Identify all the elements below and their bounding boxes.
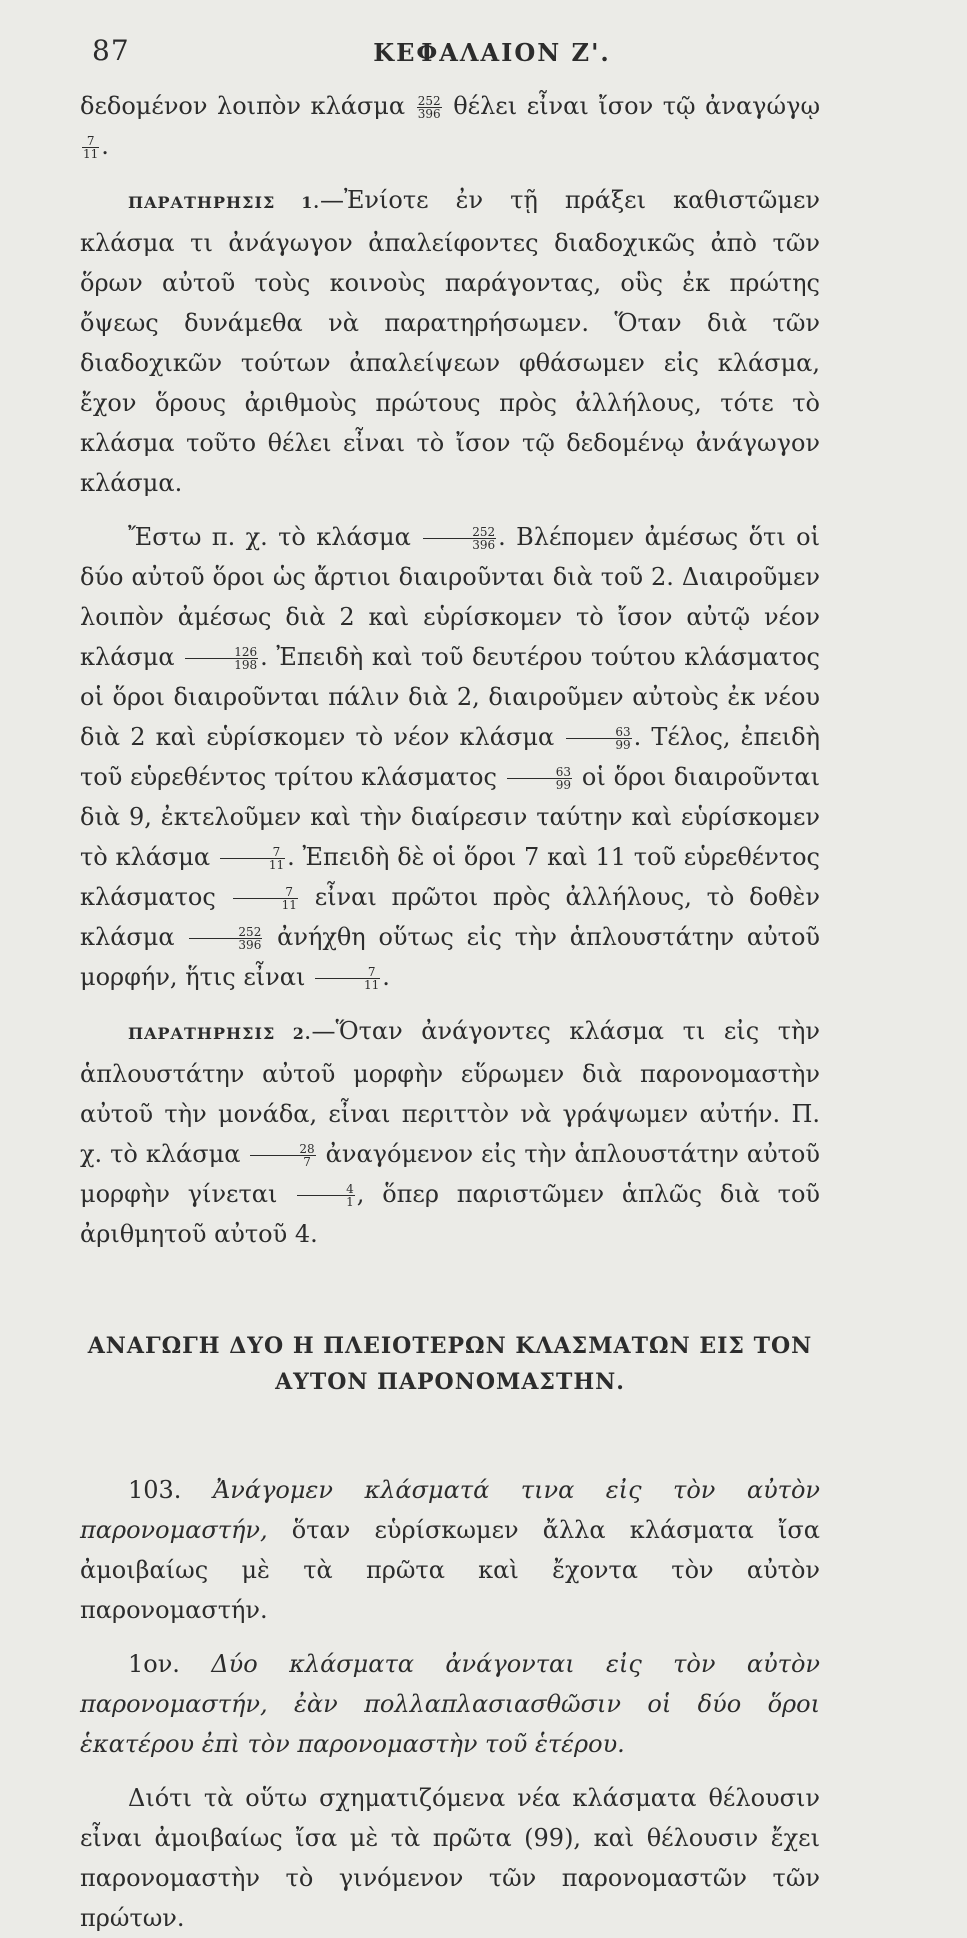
remark-label: ΠΑΡΑΤΗΡΗΣΙΣ 1. xyxy=(128,193,320,212)
section-heading-line: ΑΥΤΟΝ ΠΑΡΟΝΟΜΑΣΤΗΝ. xyxy=(275,1369,625,1395)
text-run: ἀναγόμενον εἰς τὴν ἁπλουστάτην αὐτοῦ μορφὴν γίνεται xyxy=(80,1140,820,1208)
paragraph-proof: Διότι τὰ οὕτω σχηματιζόμενα νέα κλάσματα θέλουσιν εἶναι ἀμοιβαίως ἴσα μὲ τὰ πρῶτα (99), καὶ θέλουσιν ἔχει παρονομαστὴν τὸ γινόμενον τῶν παρονομαστῶν τῶν πρώτων. xyxy=(80,1784,820,1932)
text-run: . Βλέπομεν ἀμέσως ὅτι οἱ δύο αὐτοῦ ὅροι ὡς ἄρτιοι διαιροῦνται διὰ τοῦ 2. Διαιροῦμεν λοιπὸν ἀμέσως διὰ 2 καὶ εὑρίσκομεν τὸ ἴσον αὐτῷ νέον κλάσμα xyxy=(80,523,820,671)
fraction xyxy=(297,1183,355,1208)
denominator: 198 xyxy=(234,658,258,672)
page-header xyxy=(92,34,897,74)
denominator: 11 xyxy=(83,147,99,161)
text-run: . xyxy=(382,963,390,991)
denominator: 1 xyxy=(346,1195,354,1209)
denominator: 396 xyxy=(472,538,496,552)
section-heading-line: ΑΝΑΓΩΓΗ ΔΥΟ Η ΠΛΕΙΟΤΕΡΩΝ ΚΛΑΣΜΑΤΩΝ ΕΙΣ ΤΟΝ xyxy=(87,1333,813,1359)
fraction xyxy=(82,135,99,160)
chapter-title: ΚΕΦΑΛΑΙΟΝ Ζ'. xyxy=(373,38,611,67)
numerator: 252 xyxy=(423,526,496,539)
text-run: . Ἐπειδὴ καὶ τοῦ δευτέρου τούτου κλάσματος οἱ ὅροι διαιροῦνται πάλιν διὰ 2, διαιροῦμεν αὐτοὺς ἐκ νέου διὰ 2 καὶ εὑρίσκομεν τὸ νέον κλάσμα xyxy=(80,643,820,751)
numerator: 7 xyxy=(315,966,380,979)
paragraph-conclusion xyxy=(80,86,820,166)
paragraph-remark-1 xyxy=(80,180,820,503)
numerator: 252 xyxy=(417,94,441,108)
paragraph-103 xyxy=(80,1470,820,1630)
text-run: . Τέλος, ἐπειδὴ τοῦ εὑρεθέντος τρίτου κλάσματος xyxy=(80,723,820,791)
text-run: οἱ ὅροι διαιροῦνται διὰ 9, ἐκτελοῦμεν καὶ τὴν διαίρεσιν ταύτην καὶ εὑρίσκομεν τὸ κλάσμα xyxy=(80,763,820,871)
text-run: . Ἐπειδὴ δὲ οἱ ὅροι 7 καὶ 11 τοῦ εὑρεθέντος κλάσματος xyxy=(80,843,821,911)
fraction xyxy=(423,526,496,551)
numerator: 252 xyxy=(189,926,262,939)
text-run: —Ὅταν ἀνάγοντες κλάσμα τι εἰς τὴν ἁπλουστάτην αὐτοῦ μορφὴν εὕρωμεν διὰ παρονομαστὴν αὐτοῦ τὴν μονάδα, εἶναι περιττὸν νὰ γράψωμεν αὐτήν. Π. χ. τὸ κλάσμα xyxy=(80,1017,820,1168)
paragraph-rule-1 xyxy=(80,1644,820,1764)
fraction xyxy=(315,966,380,991)
fraction xyxy=(417,95,442,120)
denominator: 11 xyxy=(281,898,297,912)
fraction xyxy=(566,726,631,751)
fraction xyxy=(507,766,572,791)
numerator: 28 xyxy=(250,1143,315,1156)
denominator: 396 xyxy=(417,107,441,121)
numerator: 63 xyxy=(566,726,631,739)
fraction xyxy=(189,926,262,951)
numerator: 7 xyxy=(82,135,99,148)
text-run: θέλει εἶναι ἴσον τῷ ἀναγώγῳ xyxy=(453,92,821,120)
fraction xyxy=(220,846,285,871)
text-run: ὅταν εὑρίσκωμεν ἄλλα κλάσματα ἴσα ἀμοιβαίως μὲ τὰ πρῶτα καὶ ἔχοντα τὸν αὐτὸν παρονομαστήν. xyxy=(80,1516,820,1624)
numerator: 126 xyxy=(185,646,258,659)
rule-text: Δύο κλάσματα ἀνάγονται εἰς τὸν αὐτὸν παρονομαστήν, ἐὰν πολλαπλασιασθῶσιν οἱ δύο ὅροι ἑκατέρου ἐπὶ τὸν παρονομαστὴν τοῦ ἑτέρου. xyxy=(80,1650,820,1758)
text-run: , ὅπερ παριστῶμεν ἁπλῶς διὰ τοῦ ἀριθμητοῦ αὐτοῦ 4. xyxy=(80,1180,820,1248)
numerator: 4 xyxy=(297,1183,355,1196)
denominator: 99 xyxy=(555,778,572,792)
numerator: 7 xyxy=(233,886,298,899)
text-run: ἀνήχθη οὕτως εἰς τὴν ἁπλουστάτην αὐτοῦ μορφήν, ἥτις εἶναι xyxy=(80,923,820,991)
numerator: 7 xyxy=(220,846,285,859)
paragraph-number: 103. xyxy=(128,1476,182,1504)
paragraph-example xyxy=(80,517,820,997)
denominator: 396 xyxy=(238,938,262,952)
rule-number: 1ον. xyxy=(128,1650,180,1678)
remark-text: —Ἐνίοτε ἐν τῇ πράξει καθιστῶμεν κλάσμα τι ἀνάγωγον ἀπαλείφοντες διαδοχικῶς ἀπὸ τῶν ὅρων αὐτοῦ τοὺς κοινοὺς παράγοντας, οὓς ἐκ πρώτης ὄψεως δυνάμεθα νὰ παρατηρήσωμεν. Ὅταν διὰ τῶν διαδοχικῶν τούτων ἀπαλείψεων φθάσωμεν εἰς κλάσμα, ἔχον ὅρους ἀριθμοὺς πρώτους πρὸς ἀλλήλους, τότε τὸ κλάσμα τοῦτο θέλει εἶναι τὸ ἴσον τῷ δεδομένῳ ἀνάγωγον κλάσμα. xyxy=(80,186,820,497)
remark-label: ΠΑΡΑΤΗΡΗΣΙΣ 2. xyxy=(128,1024,312,1043)
numerator: 63 xyxy=(507,766,572,779)
denominator: 99 xyxy=(615,738,631,752)
page-number: 87 xyxy=(92,34,130,67)
text-run: δεδομένον λοιπὸν κλάσμα xyxy=(80,92,406,120)
section-heading xyxy=(80,1328,820,1400)
fraction xyxy=(250,1143,315,1168)
text-run: Ἔστω π. χ. τὸ κλάσμα xyxy=(128,523,411,551)
text-run: . xyxy=(101,132,109,160)
text-run: εἶναι πρῶτοι πρὸς ἀλλήλους, τὸ δοθὲν κλάσμα xyxy=(80,883,820,951)
fraction xyxy=(185,646,258,671)
fraction xyxy=(233,886,298,911)
denominator: 7 xyxy=(303,1155,311,1169)
page-body xyxy=(80,86,820,1938)
denominator: 11 xyxy=(268,858,285,872)
denominator: 11 xyxy=(364,978,380,992)
definition-text: Ἀνάγομεν κλάσματά τινα εἰς τὸν αὐτὸν παρονομαστήν, xyxy=(80,1476,820,1544)
paragraph-remark-2 xyxy=(80,1011,820,1254)
